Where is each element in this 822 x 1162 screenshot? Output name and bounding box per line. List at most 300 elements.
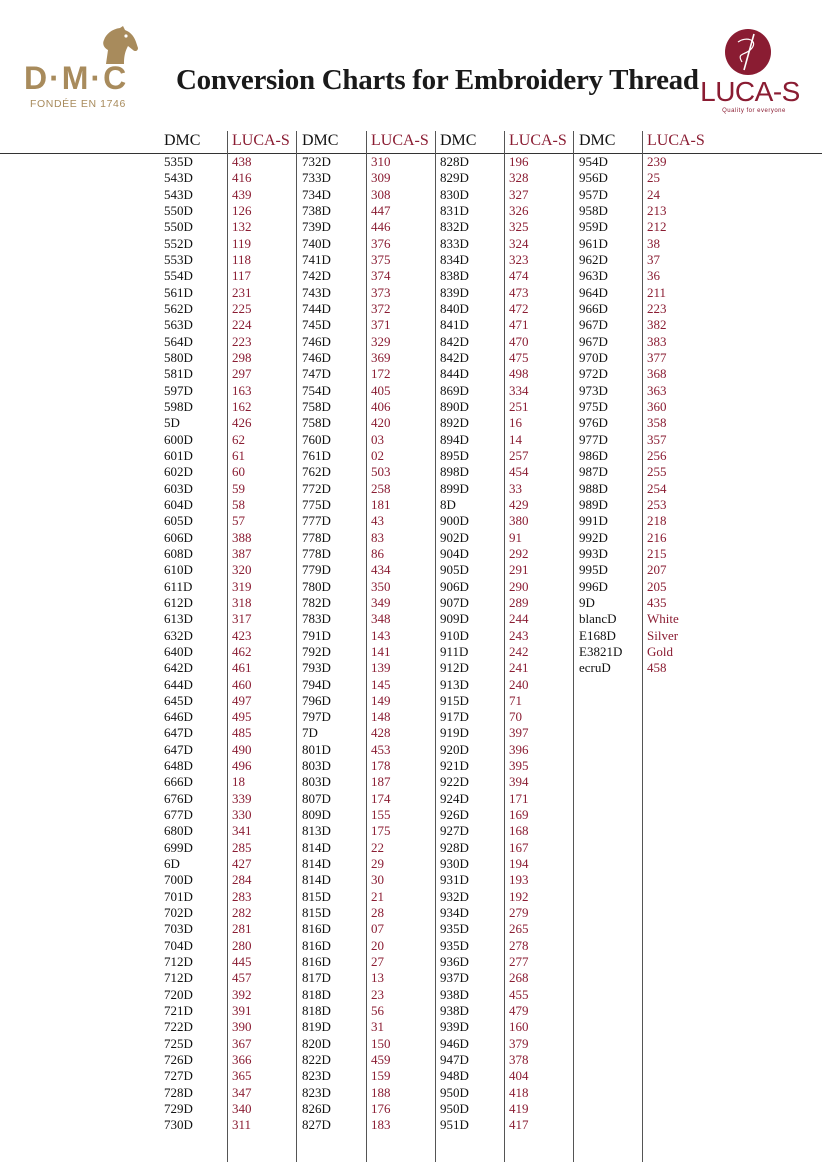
dmc-code: 948D — [440, 1068, 469, 1084]
dmc-code: 935D — [440, 937, 469, 953]
dmc-code: 935D — [440, 921, 469, 937]
luca-code: 447 — [371, 202, 391, 218]
dmc-code: 956D — [579, 170, 608, 186]
dmc-code: 563D — [164, 317, 193, 333]
luca-code: 03 — [371, 431, 384, 447]
luca-code: 174 — [371, 790, 391, 806]
dmc-code: 721D — [164, 1003, 193, 1019]
dmc-code: 894D — [440, 431, 469, 447]
luca-code: 178 — [371, 758, 391, 774]
dmc-code: 603D — [164, 480, 193, 496]
luca-code: 218 — [647, 513, 667, 529]
dmc-code: 550D — [164, 219, 193, 235]
dmc-code: 648D — [164, 758, 193, 774]
luca-code: 474 — [509, 268, 529, 284]
luca-code-list — [509, 154, 529, 1134]
luca-code: 212 — [647, 219, 667, 235]
luca-code: 175 — [371, 823, 391, 839]
dmc-code: 869D — [440, 382, 469, 398]
luca-code: 169 — [509, 807, 529, 823]
luca-code: 143 — [371, 627, 391, 643]
column-divider — [435, 131, 436, 1162]
dmc-code: 817D — [302, 970, 331, 986]
dmc-code: 809D — [302, 807, 331, 823]
dmc-code: 967D — [579, 317, 608, 333]
dmc-code: 928D — [440, 839, 469, 855]
luca-code: 473 — [509, 284, 529, 300]
dmc-code: 934D — [440, 905, 469, 921]
luca-code: 360 — [647, 398, 667, 414]
dmc-code: 613D — [164, 611, 193, 627]
dmc-column-header: DMC — [302, 132, 339, 149]
dmc-code: 646D — [164, 709, 193, 725]
dmc-code: 645D — [164, 692, 193, 708]
dmc-code: 814D — [302, 839, 331, 855]
dmc-code: 988D — [579, 480, 608, 496]
dmc-code: 898D — [440, 464, 469, 480]
dmc-code: 564D — [164, 333, 193, 349]
luca-code: 419 — [509, 1101, 529, 1117]
dmc-code: 954D — [579, 154, 608, 169]
luca-code: 215 — [647, 545, 667, 561]
luca-code: 205 — [647, 578, 667, 594]
luca-code: 387 — [232, 545, 252, 561]
luca-code: 374 — [371, 268, 391, 284]
luca-code: 319 — [232, 578, 252, 594]
dmc-code: 823D — [302, 1068, 331, 1084]
luca-code: 309 — [371, 170, 391, 186]
dmc-code: 699D — [164, 839, 193, 855]
dmc-code: 552D — [164, 235, 193, 251]
column-divider — [366, 131, 367, 1162]
luca-code: 279 — [509, 905, 529, 921]
luca-code: 71 — [509, 692, 522, 708]
dmc-code: 726D — [164, 1052, 193, 1068]
dmc-code: 725D — [164, 1035, 193, 1051]
luca-code: 317 — [232, 611, 252, 627]
dmc-code: 816D — [302, 954, 331, 970]
dmc-code: 793D — [302, 660, 331, 676]
dmc-code: 747D — [302, 366, 331, 382]
dmc-code: 927D — [440, 823, 469, 839]
luca-code: 475 — [509, 349, 529, 365]
luca-code: 438 — [232, 154, 252, 169]
dmc-code: 611D — [164, 578, 193, 594]
luca-code: 126 — [232, 202, 252, 218]
dmc-code: 816D — [302, 937, 331, 953]
luca-code: 485 — [232, 725, 252, 741]
luca-code: 07 — [371, 921, 384, 937]
luca-code: 479 — [509, 1003, 529, 1019]
luca-code: 347 — [232, 1084, 252, 1100]
dmc-code: 730D — [164, 1117, 193, 1133]
luca-s-logo — [698, 28, 802, 118]
dmc-code: 818D — [302, 986, 331, 1002]
luca-code: 160 — [509, 1019, 529, 1035]
luca-code: 382 — [647, 317, 667, 333]
luca-code: 281 — [232, 921, 252, 937]
luca-code: 310 — [371, 154, 391, 169]
luca-code: 405 — [371, 382, 391, 398]
dmc-code: 902D — [440, 529, 469, 545]
luca-code: 368 — [647, 366, 667, 382]
luca-code: 225 — [232, 300, 252, 316]
dmc-code: 597D — [164, 382, 193, 398]
luca-code: 311 — [232, 1117, 252, 1133]
dmc-code: 926D — [440, 807, 469, 823]
dmc-column-header: DMC — [164, 132, 201, 149]
dmc-code: 973D — [579, 382, 608, 398]
luca-column-header: LUCA-S — [232, 132, 290, 149]
dmc-code: 833D — [440, 235, 469, 251]
dmc-code: 729D — [164, 1101, 193, 1117]
dmc-code: 8D — [440, 496, 456, 512]
luca-code: 181 — [371, 496, 391, 512]
luca-code: 239 — [647, 154, 667, 169]
dmc-code: 977D — [579, 431, 608, 447]
luca-code: 458 — [647, 660, 667, 676]
luca-code: 36 — [647, 268, 660, 284]
dmc-code: 922D — [440, 774, 469, 790]
luca-code: 13 — [371, 970, 384, 986]
luca-code: 340 — [232, 1101, 252, 1117]
luca-code: 141 — [371, 643, 391, 659]
dmc-code: 777D — [302, 513, 331, 529]
dmc-code: 986D — [579, 447, 608, 463]
dmc-code: 838D — [440, 268, 469, 284]
dmc-code: 712D — [164, 954, 193, 970]
needle-thread-icon — [724, 28, 772, 76]
dmc-code: 819D — [302, 1019, 331, 1035]
luca-code: 390 — [232, 1019, 252, 1035]
dmc-code: 959D — [579, 219, 608, 235]
luca-code-list — [371, 154, 391, 1134]
luca-code: 498 — [509, 366, 529, 382]
dmc-code: 950D — [440, 1101, 469, 1117]
dmc-code: 722D — [164, 1019, 193, 1035]
dmc-code: 712D — [164, 970, 193, 986]
luca-code: 192 — [509, 888, 529, 904]
dmc-code: 758D — [302, 398, 331, 414]
dmc-code: 704D — [164, 937, 193, 953]
luca-code: 280 — [232, 937, 252, 953]
dmc-code: 760D — [302, 431, 331, 447]
dmc-code: 822D — [302, 1052, 331, 1068]
dmc-code: 818D — [302, 1003, 331, 1019]
dmc-code: 775D — [302, 496, 331, 512]
dmc-code: 951D — [440, 1117, 469, 1133]
luca-code: 372 — [371, 300, 391, 316]
luca-code: 404 — [509, 1068, 529, 1084]
luca-code: 434 — [371, 562, 391, 578]
dmc-code: 958D — [579, 202, 608, 218]
luca-code: 231 — [232, 284, 252, 300]
luca-code: 258 — [371, 480, 391, 496]
dmc-code: 937D — [440, 970, 469, 986]
luca-code: 490 — [232, 741, 252, 757]
luca-code: 251 — [509, 398, 529, 414]
dmc-code: 550D — [164, 202, 193, 218]
luca-code: 503 — [371, 464, 391, 480]
dmc-code: 738D — [302, 202, 331, 218]
luca-code: 435 — [647, 594, 667, 610]
dmc-code: 640D — [164, 643, 193, 659]
luca-code: 18 — [232, 774, 245, 790]
luca-code: 497 — [232, 692, 252, 708]
dmc-code: 720D — [164, 986, 193, 1002]
dmc-code: 829D — [440, 170, 469, 186]
luca-code: 318 — [232, 594, 252, 610]
luca-code: 391 — [232, 1003, 252, 1019]
luca-code: 323 — [509, 251, 529, 267]
dmc-code: 936D — [440, 954, 469, 970]
dmc-code: 598D — [164, 398, 193, 414]
dmc-code: 962D — [579, 251, 608, 267]
luca-code: 290 — [509, 578, 529, 594]
dmc-code: 816D — [302, 921, 331, 937]
dmc-code: 642D — [164, 660, 193, 676]
luca-code: 70 — [509, 709, 522, 725]
column-divider — [296, 131, 297, 1162]
dmc-code: 938D — [440, 1003, 469, 1019]
luca-s-tagline: Quality for everyone — [722, 108, 786, 114]
luca-code: 243 — [509, 627, 529, 643]
luca-code: 357 — [647, 431, 667, 447]
dmc-code: 964D — [579, 284, 608, 300]
luca-code: 461 — [232, 660, 252, 676]
page-title: Conversion Charts for Embroidery Thread — [176, 64, 699, 96]
luca-code: 183 — [371, 1117, 391, 1133]
luca-code: 223 — [647, 300, 667, 316]
dmc-code: 535D — [164, 154, 193, 169]
luca-code: 171 — [509, 790, 529, 806]
luca-code: 240 — [509, 676, 529, 692]
dmc-code: 909D — [440, 611, 469, 627]
luca-code: 326 — [509, 202, 529, 218]
dmc-code: 987D — [579, 464, 608, 480]
luca-code: 176 — [371, 1101, 391, 1117]
luca-code: 168 — [509, 823, 529, 839]
luca-code: 285 — [232, 839, 252, 855]
luca-code: 460 — [232, 676, 252, 692]
dmc-code: 676D — [164, 790, 193, 806]
dmc-logo-text: D·M·C — [24, 60, 129, 96]
luca-code: 308 — [371, 186, 391, 202]
dmc-code: 915D — [440, 692, 469, 708]
dmc-code: 758D — [302, 415, 331, 431]
luca-code: 132 — [232, 219, 252, 235]
luca-code: 297 — [232, 366, 252, 382]
luca-code: 244 — [509, 611, 529, 627]
column-divider — [573, 131, 574, 1162]
luca-code: 373 — [371, 284, 391, 300]
dmc-code: 702D — [164, 905, 193, 921]
dmc-code: 739D — [302, 219, 331, 235]
dmc-code: 899D — [440, 480, 469, 496]
luca-code: 148 — [371, 709, 391, 725]
luca-code: 495 — [232, 709, 252, 725]
luca-code: 397 — [509, 725, 529, 741]
dmc-code: 562D — [164, 300, 193, 316]
dmc-code: 601D — [164, 447, 193, 463]
dmc-code: 966D — [579, 300, 608, 316]
dmc-code: 989D — [579, 496, 608, 512]
dmc-code: 920D — [440, 741, 469, 757]
dmc-code: 554D — [164, 268, 193, 284]
dmc-column-header: DMC — [579, 132, 616, 149]
dmc-code: 972D — [579, 366, 608, 382]
luca-code: 439 — [232, 186, 252, 202]
dmc-code: 900D — [440, 513, 469, 529]
luca-code: 428 — [371, 725, 391, 741]
luca-code: 298 — [232, 349, 252, 365]
dmc-code: 947D — [440, 1052, 469, 1068]
luca-code: 278 — [509, 937, 529, 953]
dmc-code: 581D — [164, 366, 193, 382]
dmc-code: 992D — [579, 529, 608, 545]
luca-code: 118 — [232, 251, 252, 267]
luca-code: 21 — [371, 888, 384, 904]
dmc-code: 744D — [302, 300, 331, 316]
luca-code: 471 — [509, 317, 529, 333]
luca-code: 394 — [509, 774, 529, 790]
dmc-code: 647D — [164, 741, 193, 757]
luca-code: 470 — [509, 333, 529, 349]
dmc-code: 830D — [440, 186, 469, 202]
dmc-code: 741D — [302, 251, 331, 267]
luca-code: 348 — [371, 611, 391, 627]
luca-code: 256 — [647, 447, 667, 463]
luca-code: 28 — [371, 905, 384, 921]
luca-code: 163 — [232, 382, 252, 398]
dmc-code: 970D — [579, 349, 608, 365]
dmc-code: 782D — [302, 594, 331, 610]
dmc-code: 778D — [302, 545, 331, 561]
dmc-code: ecruD — [579, 660, 611, 676]
luca-code: 388 — [232, 529, 252, 545]
dmc-code: 792D — [302, 643, 331, 659]
luca-code: 445 — [232, 954, 252, 970]
dmc-code: 794D — [302, 676, 331, 692]
luca-code: 224 — [232, 317, 252, 333]
dmc-code: 746D — [302, 349, 331, 365]
dmc-code: 840D — [440, 300, 469, 316]
dmc-code: 841D — [440, 317, 469, 333]
dmc-code: 904D — [440, 545, 469, 561]
luca-code: 193 — [509, 872, 529, 888]
dmc-code: 832D — [440, 219, 469, 235]
dmc-code: 906D — [440, 578, 469, 594]
luca-code: 392 — [232, 986, 252, 1002]
dmc-code-list — [579, 154, 622, 677]
luca-code: 241 — [509, 660, 529, 676]
dmc-code: 762D — [302, 464, 331, 480]
luca-code: 350 — [371, 578, 391, 594]
luca-code: 291 — [509, 562, 529, 578]
luca-code: 379 — [509, 1035, 529, 1051]
dmc-code: 5D — [164, 415, 180, 431]
luca-code: 396 — [509, 741, 529, 757]
luca-code: 329 — [371, 333, 391, 349]
dmc-code: 946D — [440, 1035, 469, 1051]
luca-code: 330 — [232, 807, 252, 823]
luca-column-header: LUCA-S — [647, 132, 705, 149]
luca-code: 349 — [371, 594, 391, 610]
dmc-code: 931D — [440, 872, 469, 888]
luca-code: 380 — [509, 513, 529, 529]
luca-code: 284 — [232, 872, 252, 888]
luca-code: 459 — [371, 1052, 391, 1068]
dmc-code: 814D — [302, 872, 331, 888]
luca-code: 196 — [509, 154, 529, 169]
luca-code: 369 — [371, 349, 391, 365]
dmc-code: 761D — [302, 447, 331, 463]
dmc-code: 561D — [164, 284, 193, 300]
dmc-code: 647D — [164, 725, 193, 741]
dmc-code: 553D — [164, 251, 193, 267]
dmc-code: 907D — [440, 594, 469, 610]
dmc-code: 772D — [302, 480, 331, 496]
luca-code: 339 — [232, 790, 252, 806]
dmc-code: 930D — [440, 856, 469, 872]
header-rule — [0, 153, 822, 154]
dmc-code: 996D — [579, 578, 608, 594]
luca-code: 56 — [371, 1003, 384, 1019]
dmc-code: 604D — [164, 496, 193, 512]
page-header — [0, 0, 822, 130]
dmc-code: 700D — [164, 872, 193, 888]
dmc-code: 813D — [302, 823, 331, 839]
luca-code: 33 — [509, 480, 522, 496]
luca-code: 172 — [371, 366, 391, 382]
luca-code: 211 — [647, 284, 667, 300]
dmc-code: 815D — [302, 905, 331, 921]
dmc-code: 975D — [579, 398, 608, 414]
luca-code: 429 — [509, 496, 529, 512]
luca-code: 216 — [647, 529, 667, 545]
dmc-code: 932D — [440, 888, 469, 904]
luca-code: 282 — [232, 905, 252, 921]
luca-code: 255 — [647, 464, 667, 480]
luca-code: 213 — [647, 202, 667, 218]
luca-code: 268 — [509, 970, 529, 986]
luca-code: 38 — [647, 235, 660, 251]
luca-code: 23 — [371, 986, 384, 1002]
luca-code: 150 — [371, 1035, 391, 1051]
dmc-code: 701D — [164, 888, 193, 904]
luca-code: 86 — [371, 545, 384, 561]
luca-code: Gold — [647, 643, 673, 659]
luca-code: 375 — [371, 251, 391, 267]
dmc-code-list — [302, 154, 331, 1134]
luca-code: 83 — [371, 529, 384, 545]
dmc-code: 734D — [302, 186, 331, 202]
dmc-code: 580D — [164, 349, 193, 365]
dmc-code-list — [164, 154, 193, 1134]
dmc-code: 644D — [164, 676, 193, 692]
dmc-code: 827D — [302, 1117, 331, 1133]
dmc-code: 905D — [440, 562, 469, 578]
luca-code: 289 — [509, 594, 529, 610]
dmc-code: 976D — [579, 415, 608, 431]
dmc-code: 890D — [440, 398, 469, 414]
dmc-code: 612D — [164, 594, 193, 610]
luca-code: 277 — [509, 954, 529, 970]
dmc-code: 743D — [302, 284, 331, 300]
luca-code: 320 — [232, 562, 252, 578]
dmc-code: 754D — [302, 382, 331, 398]
dmc-code: E3821D — [579, 643, 623, 659]
